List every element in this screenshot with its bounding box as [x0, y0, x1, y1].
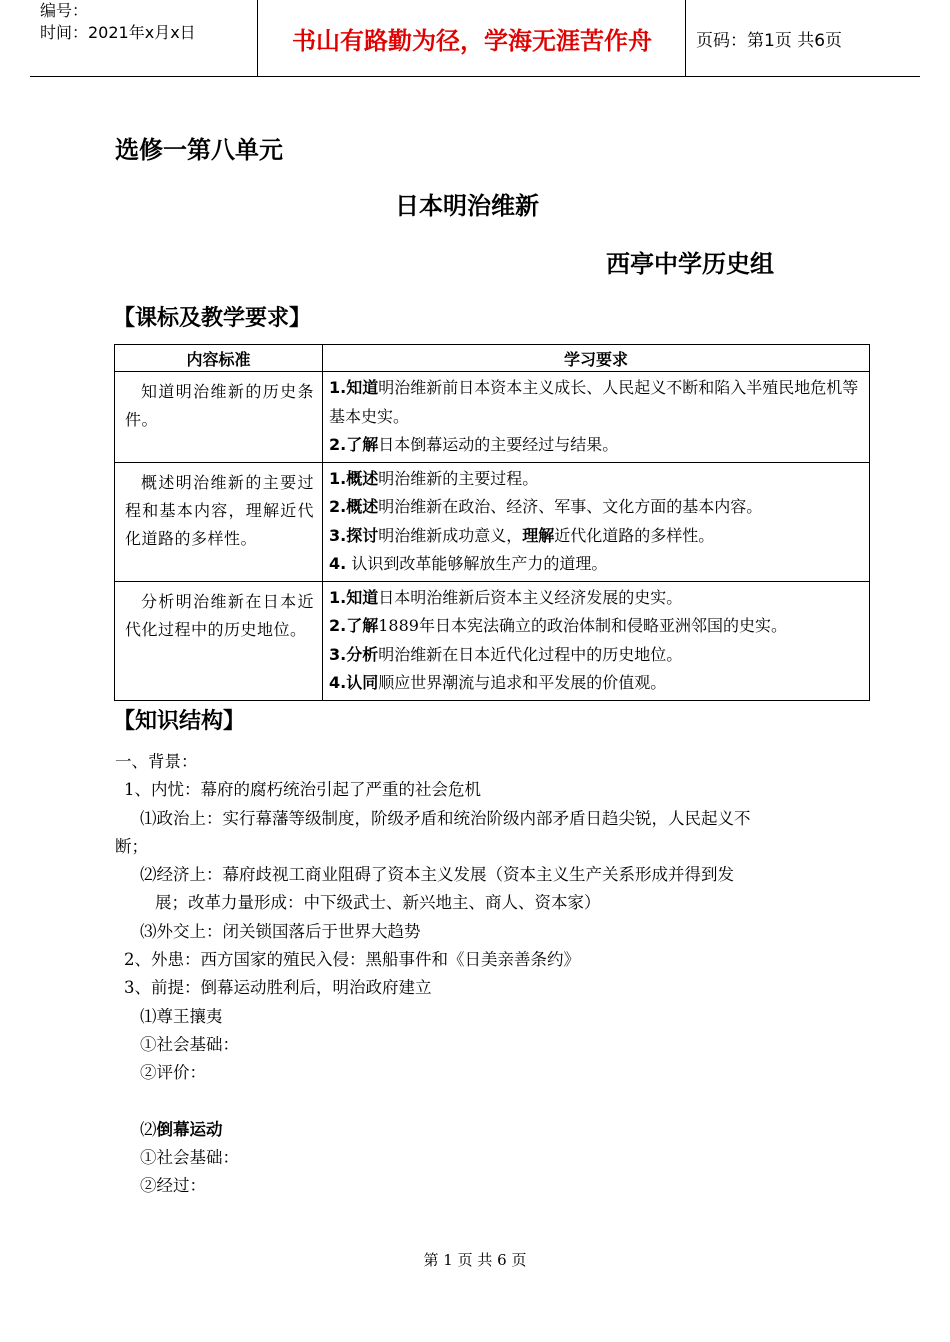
outline-line — [115, 974, 845, 1002]
outline-text: 断； — [115, 836, 148, 856]
requirement-keyword: 分析 — [346, 644, 379, 664]
requirement-keyword: 概述 — [346, 468, 379, 488]
requirement-item — [329, 374, 863, 431]
outline-text: ①社会基础： — [140, 1148, 239, 1168]
requirement-text: 日本倒幕运动的主要经过与结果。 — [378, 435, 619, 454]
table-row — [115, 581, 870, 700]
requirement-item — [329, 612, 863, 641]
outline-text: 展；改革力量形成：中下级武士、新兴地主、商人、资本家） — [155, 893, 601, 913]
requirement-item — [329, 493, 863, 522]
main-title: 日本明治维新 — [395, 192, 539, 220]
requirement-number: 1. — [329, 468, 347, 488]
content-standard-cell: 知道明治维新的历史条件。 — [115, 372, 323, 463]
outline-line — [115, 1031, 845, 1059]
outline-text: ⑵经济上：幕府歧视工商业阻碍了资本主义发展（资本主义生产关系形成并得到发 — [140, 865, 734, 885]
section-heading-standards: 【课标及教学要求】 — [113, 306, 312, 331]
outline-line — [115, 918, 845, 946]
requirement-item — [329, 669, 863, 698]
requirement-number: 2. — [329, 435, 347, 454]
requirement-text: 明治维新在日本近代化过程中的历史地位。 — [378, 644, 683, 664]
requirement-text: 明治维新在政治、经济、军事、文化方面的基本内容。 — [378, 497, 763, 516]
outline-text: ②经过： — [140, 1176, 206, 1196]
time-label: 时间：2021年x月x日 — [40, 23, 196, 42]
outline-text: ⑴政治上：实行幕藩等级制度，阶级矛盾和统治阶级内部矛盾日趋尖锐，人民起义不 — [140, 808, 751, 828]
outline-text: ②评价： — [140, 1063, 206, 1083]
requirement-keyword: 了解 — [346, 435, 379, 454]
header-page-info: 页码：第1页 共6页 — [696, 30, 843, 51]
requirement-item — [329, 431, 863, 460]
requirement-number: 4. — [329, 554, 347, 573]
table-header-row — [115, 345, 870, 372]
author: 西亭中学历史组 — [606, 250, 774, 278]
page-header — [30, 0, 920, 77]
outline-line — [115, 1003, 845, 1031]
outline-text: ①社会基础： — [140, 1034, 239, 1054]
column-header: 内容标准 — [115, 345, 323, 372]
outline-text: ⑶外交上：闭关锁国落后于世界大趋势 — [140, 921, 421, 941]
requirement-text: 顺应世界潮流与追求和平发展的价值观。 — [378, 673, 667, 692]
requirement-keyword: 认同 — [346, 673, 379, 692]
outline-line — [115, 861, 845, 889]
outline-text: 1、内忧：幕府的腐朽统治引起了严重的社会危机 — [124, 780, 481, 800]
outline-line — [115, 1059, 845, 1087]
requirement-item — [329, 584, 863, 613]
outline-line — [115, 889, 845, 917]
requirement-item — [329, 550, 863, 579]
outline-line — [115, 1116, 845, 1144]
page-footer: 第 1 页 共 6 页 — [423, 1251, 527, 1269]
requirement-number: 2. — [329, 616, 347, 635]
requirement-number: 3. — [329, 644, 347, 664]
requirement-text: 明治维新成功意义， — [378, 525, 523, 545]
outline-line — [115, 805, 845, 833]
outline-text: 3、前提：倒幕运动胜利后，明治政府建立 — [124, 978, 432, 998]
requirement-number: 1. — [329, 587, 347, 607]
requirement-keyword: 概述 — [346, 497, 379, 516]
header-motto: 书山有路勤为径，学海无涯苦作舟 — [259, 0, 686, 76]
requirement-number: 4. — [329, 673, 347, 692]
requirement-number: 3. — [329, 525, 347, 545]
requirement-keyword: 探讨 — [346, 525, 379, 545]
requirement-text: 明治维新的主要过程。 — [378, 468, 539, 488]
learning-requirements-cell — [323, 462, 870, 581]
outline-bold-text: 倒幕运动 — [156, 1119, 223, 1139]
requirement-text: 1889年日本宪法确立的政治体制和侵略亚洲邻国的史实。 — [378, 616, 787, 635]
outline-line — [115, 748, 845, 776]
requirement-item — [329, 465, 863, 494]
content-standard-cell: 分析明治维新在日本近代化过程中的历史地位。 — [115, 581, 323, 700]
requirement-keyword: 理解 — [522, 525, 555, 545]
learning-requirements-cell — [323, 372, 870, 463]
outline-text: ⑵ — [140, 1119, 157, 1139]
outline-text: ⑴尊王攘夷 — [140, 1006, 223, 1026]
outline-text: 一、背景： — [115, 752, 198, 771]
outline-line — [115, 946, 845, 974]
requirement-text: 认识到改革能够解放生产力的道理。 — [351, 554, 608, 573]
requirement-text: 明治维新前日本资本主义成长、人民起义不断和陷入半殖民地危机等基本史实。 — [329, 378, 859, 426]
requirement-item — [329, 641, 863, 670]
requirement-keyword: 知道 — [346, 587, 379, 607]
requirement-keyword: 知道 — [346, 378, 379, 397]
knowledge-structure — [115, 748, 845, 1201]
number-label: 编号： — [40, 1, 89, 20]
requirements-table — [114, 344, 870, 701]
outline-text: 2、外患：西方国家的殖民入侵：黑船事件和《日美亲善条约》 — [124, 950, 580, 970]
table-row — [115, 462, 870, 581]
outline-line — [115, 833, 845, 861]
column-header: 学习要求 — [323, 345, 870, 372]
content-standard-cell: 概述明治维新的主要过程和基本内容，理解近代化道路的多样性。 — [115, 462, 323, 581]
learning-requirements-cell — [323, 581, 870, 700]
requirement-number: 2. — [329, 497, 347, 516]
table-row — [115, 372, 870, 463]
requirement-text: 近代化道路的多样性。 — [554, 525, 715, 545]
outline-line — [115, 1088, 845, 1116]
requirement-item — [329, 522, 863, 551]
unit-title: 选修一第八单元 — [115, 136, 283, 164]
section-heading-structure: 【知识结构】 — [113, 709, 246, 734]
requirement-number: 1. — [329, 378, 347, 397]
requirement-text: 日本明治维新后资本主义经济发展的史实。 — [378, 587, 683, 607]
requirement-keyword: 了解 — [346, 616, 379, 635]
outline-line — [115, 1144, 845, 1172]
outline-line — [115, 776, 845, 804]
outline-line — [115, 1172, 845, 1200]
header-meta — [30, 0, 258, 76]
